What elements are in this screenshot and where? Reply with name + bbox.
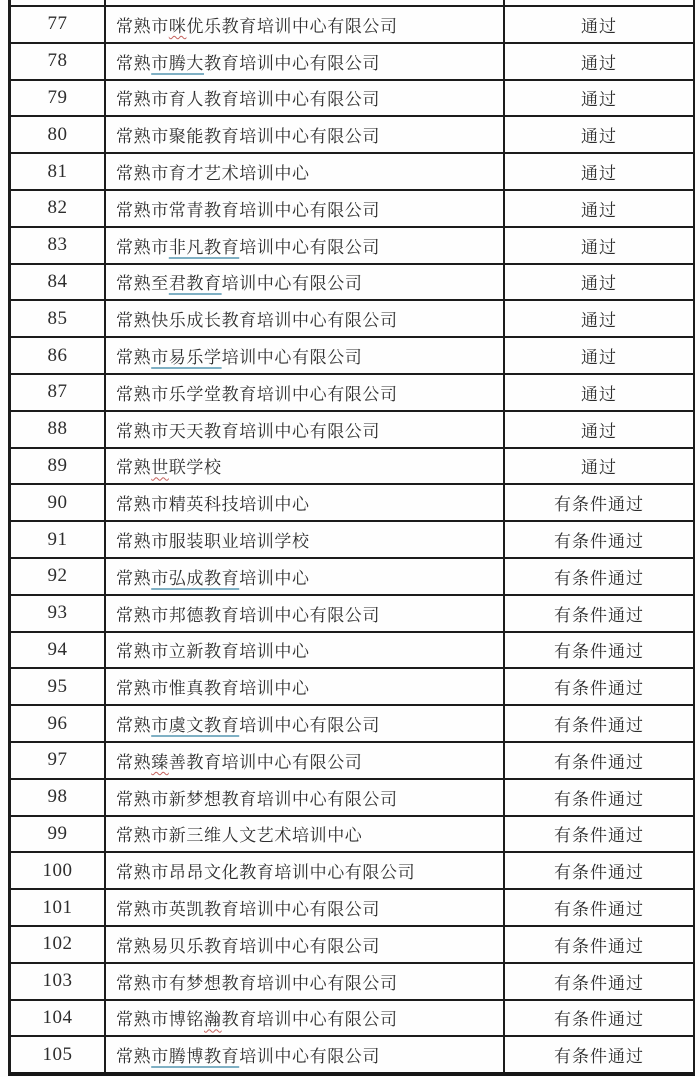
- status-cell: 通过: [581, 348, 617, 368]
- org-name-cell: [106, 338, 505, 373]
- row-number-cell: 85: [11, 301, 106, 336]
- org-name-segment: 常熟市新梦想教育培训中心有限公司: [116, 789, 398, 809]
- row-number-cell: 95: [11, 669, 106, 704]
- table-row: [11, 373, 693, 410]
- org-name-segment: 市弘成教育: [151, 568, 240, 588]
- org-name-cell: [106, 964, 505, 999]
- org-name-cell: [106, 81, 505, 116]
- org-name-cell: [106, 522, 505, 557]
- status-cell: 有条件通过: [554, 568, 644, 588]
- status-cell: 通过: [581, 458, 617, 478]
- org-name-segment: 善教育培训中心有限公司: [168, 752, 363, 772]
- org-name-segment: 常熟市有梦想教育培训中心有限公司: [116, 973, 398, 993]
- status-cell: 有条件通过: [554, 532, 644, 552]
- table-row: [11, 999, 693, 1036]
- org-name-segment: 常熟市精英科技培训中心: [116, 495, 310, 515]
- org-name-segment: 常熟市博铭: [116, 1010, 204, 1030]
- status-cell: 有条件通过: [554, 826, 644, 846]
- org-name-cell: [106, 633, 505, 668]
- org-name-cell: [106, 596, 505, 631]
- table-row: [11, 962, 693, 999]
- org-name-cell: [106, 780, 505, 815]
- row-number-cell: 103: [11, 964, 106, 999]
- org-name-segment: 常熟快乐成长教育培训中心有限公司: [116, 311, 398, 331]
- org-name-segment: 常熟市: [116, 237, 169, 257]
- table-row: [11, 557, 693, 594]
- org-name-segment: 教育培训中心有限公司: [204, 53, 381, 73]
- org-name-cell: [106, 154, 505, 189]
- org-name-cell: [106, 0, 505, 5]
- table-row: [11, 778, 693, 815]
- status-cell: 通过: [581, 53, 617, 73]
- row-number-cell: 87: [11, 375, 106, 410]
- status-cell: 有条件通过: [554, 1010, 644, 1030]
- row-number-cell: 90: [11, 485, 106, 520]
- org-name-segment: 常熟: [116, 752, 152, 772]
- table-row: [11, 42, 693, 79]
- org-name-segment: 市腾博教育: [151, 1047, 240, 1067]
- status-cell: 有条件通过: [554, 679, 644, 699]
- row-number-cell: 97: [11, 743, 106, 778]
- org-name-cell: [106, 853, 505, 888]
- status-cell: 有条件通过: [554, 752, 644, 772]
- org-name-segment: 常熟市昂昂文化教育培训中心有限公司: [116, 863, 416, 883]
- org-name-segment: 常熟市邦德教育培训中心有限公司: [116, 605, 380, 625]
- org-name-segment: 君教育: [168, 274, 222, 294]
- row-number-cell: [11, 0, 106, 5]
- org-name-segment: 常熟: [116, 348, 152, 368]
- org-name-cell: [106, 228, 505, 263]
- org-name-segment: 非凡教育: [168, 237, 240, 257]
- row-number-cell: 80: [11, 117, 106, 152]
- row-number-cell: 79: [11, 81, 106, 116]
- org-name-cell: [106, 559, 505, 594]
- row-number-cell: 83: [11, 228, 106, 263]
- org-name-segment: 常熟至: [116, 274, 169, 294]
- org-name-segment: 培训中心有限公司: [221, 274, 363, 294]
- org-name-segment: 臻: [151, 752, 169, 772]
- status-cell: 有条件通过: [554, 973, 644, 993]
- row-number-cell: 105: [11, 1037, 106, 1072]
- table-row: [11, 226, 693, 263]
- status-cell: 有条件通过: [554, 495, 644, 515]
- org-name-cell: [106, 412, 505, 447]
- org-name-segment: 瀚: [204, 1010, 222, 1030]
- status-cell: 通过: [581, 164, 617, 184]
- org-name-segment: 常熟市育才艺术培训中心: [116, 164, 310, 184]
- org-name-cell: [106, 669, 505, 704]
- table-row: [11, 299, 693, 336]
- table-row: [11, 483, 693, 520]
- org-name-segment: 常熟市惟真教育培训中心: [116, 679, 310, 699]
- status-cell: 通过: [581, 90, 617, 110]
- table-row: [11, 631, 693, 668]
- table-row: [11, 189, 693, 226]
- table-row: [11, 925, 693, 962]
- status-cell: 有条件通过: [554, 789, 644, 809]
- row-number-cell: 92: [11, 559, 106, 594]
- row-number-cell: 82: [11, 191, 106, 226]
- org-name-segment: 常熟: [116, 716, 152, 736]
- org-name-cell: [106, 265, 505, 300]
- status-cell: [505, 0, 693, 5]
- org-name-segment: 常熟市立新教育培训中心: [116, 642, 310, 662]
- org-name-cell: [106, 1001, 505, 1036]
- table-row: [11, 79, 693, 116]
- row-number-cell: 96: [11, 706, 106, 741]
- table-body: [11, 5, 693, 1072]
- status-cell: 有条件通过: [554, 1047, 644, 1067]
- org-name-segment: 培训中心有限公司: [239, 237, 381, 257]
- status-cell: 通过: [581, 127, 617, 147]
- org-name-segment: 优乐教育培训中心有限公司: [186, 16, 398, 36]
- table-row: [11, 5, 693, 42]
- status-cell: 有条件通过: [554, 900, 644, 920]
- org-name-segment: 培训中心有限公司: [239, 1047, 381, 1067]
- org-name-segment: 培训中心: [239, 568, 310, 588]
- org-name-segment: 常熟市常青教育培训中心有限公司: [116, 200, 380, 220]
- org-name-cell: [106, 1037, 505, 1072]
- org-name-cell: [106, 890, 505, 925]
- table-row: [11, 447, 693, 484]
- org-name-cell: [106, 817, 505, 852]
- row-number-cell: 91: [11, 522, 106, 557]
- org-name-cell: [106, 706, 505, 741]
- table-row: [11, 851, 693, 888]
- org-name-segment: 培训中心有限公司: [221, 348, 363, 368]
- status-cell: 通过: [581, 384, 617, 404]
- status-cell: 有条件通过: [554, 642, 644, 662]
- table-row: [11, 410, 693, 447]
- row-number-cell: 99: [11, 817, 106, 852]
- table-row: [11, 1035, 693, 1072]
- row-number-cell: 78: [11, 44, 106, 79]
- org-name-cell: [106, 743, 505, 778]
- row-number-cell: 104: [11, 1001, 106, 1036]
- row-number-cell: 94: [11, 633, 106, 668]
- row-number-cell: 77: [11, 7, 106, 42]
- org-name-segment: 常熟: [116, 1047, 152, 1067]
- table-row: [11, 888, 693, 925]
- row-number-cell: 101: [11, 890, 106, 925]
- org-name-segment: 市腾大: [151, 53, 205, 73]
- org-name-cell: [106, 485, 505, 520]
- org-name-segment: 常熟: [116, 53, 152, 73]
- row-number-cell: 93: [11, 596, 106, 631]
- org-name-segment: 常熟市英凯教育培训中心有限公司: [116, 900, 380, 920]
- org-name-cell: [106, 191, 505, 226]
- org-name-segment: 常熟市新三维人文艺术培训中心: [116, 826, 363, 846]
- org-name-segment: 市虞文教育: [151, 716, 240, 736]
- org-name-cell: [106, 117, 505, 152]
- table-row: [11, 667, 693, 704]
- org-name-segment: 培训中心有限公司: [239, 716, 381, 736]
- row-number-cell: 88: [11, 412, 106, 447]
- row-number-cell: 98: [11, 780, 106, 815]
- org-name-cell: [106, 449, 505, 484]
- table-row-partial: [11, 0, 693, 5]
- org-name-segment: 常熟市服装职业培训学校: [116, 532, 310, 552]
- row-number-cell: 81: [11, 154, 106, 189]
- status-cell: 有条件通过: [554, 863, 644, 883]
- row-number-cell: 100: [11, 853, 106, 888]
- status-cell: 通过: [581, 421, 617, 441]
- approval-results-table: [8, 0, 695, 1076]
- org-name-cell: [106, 927, 505, 962]
- org-name-segment: 常熟: [116, 568, 152, 588]
- org-name-cell: [106, 301, 505, 336]
- row-number-cell: 102: [11, 927, 106, 962]
- status-cell: 有条件通过: [554, 936, 644, 956]
- table-row: [11, 115, 693, 152]
- status-cell: 通过: [581, 16, 617, 36]
- table-row: [11, 704, 693, 741]
- status-cell: 有条件通过: [554, 605, 644, 625]
- org-name-segment: 教育培训中心有限公司: [221, 1010, 398, 1030]
- org-name-segment: 常熟市聚能教育培训中心有限公司: [116, 127, 380, 147]
- org-name-segment: 常熟: [116, 458, 152, 478]
- status-cell: 通过: [581, 274, 617, 294]
- row-number-cell: 86: [11, 338, 106, 373]
- org-name-segment: 世: [151, 458, 169, 478]
- status-cell: 有条件通过: [554, 716, 644, 736]
- status-cell: 通过: [581, 311, 617, 331]
- table-row: [11, 815, 693, 852]
- org-name-segment: 联学校: [168, 458, 222, 478]
- status-cell: 通过: [581, 200, 617, 220]
- table-row: [11, 594, 693, 631]
- table-row: [11, 336, 693, 373]
- row-number-cell: 84: [11, 265, 106, 300]
- org-name-segment: 常熟市: [116, 16, 169, 36]
- org-name-segment: 常熟市天天教育培训中心有限公司: [116, 421, 380, 441]
- org-name-segment: 咪: [168, 16, 187, 36]
- table-row: [11, 520, 693, 557]
- org-name-cell: [106, 7, 505, 42]
- org-name-cell: [106, 44, 505, 79]
- org-name-segment: 常熟易贝乐教育培训中心有限公司: [116, 936, 380, 956]
- org-name-segment: 常熟市育人教育培训中心有限公司: [116, 90, 380, 110]
- table-row: [11, 152, 693, 189]
- org-name-segment: 常熟市乐学堂教育培训中心有限公司: [116, 384, 398, 404]
- table-row: [11, 263, 693, 300]
- org-name-segment: 市易乐学: [151, 348, 222, 368]
- row-number-cell: 89: [11, 449, 106, 484]
- status-cell: 通过: [581, 237, 617, 257]
- table-row: [11, 741, 693, 778]
- org-name-cell: [106, 375, 505, 410]
